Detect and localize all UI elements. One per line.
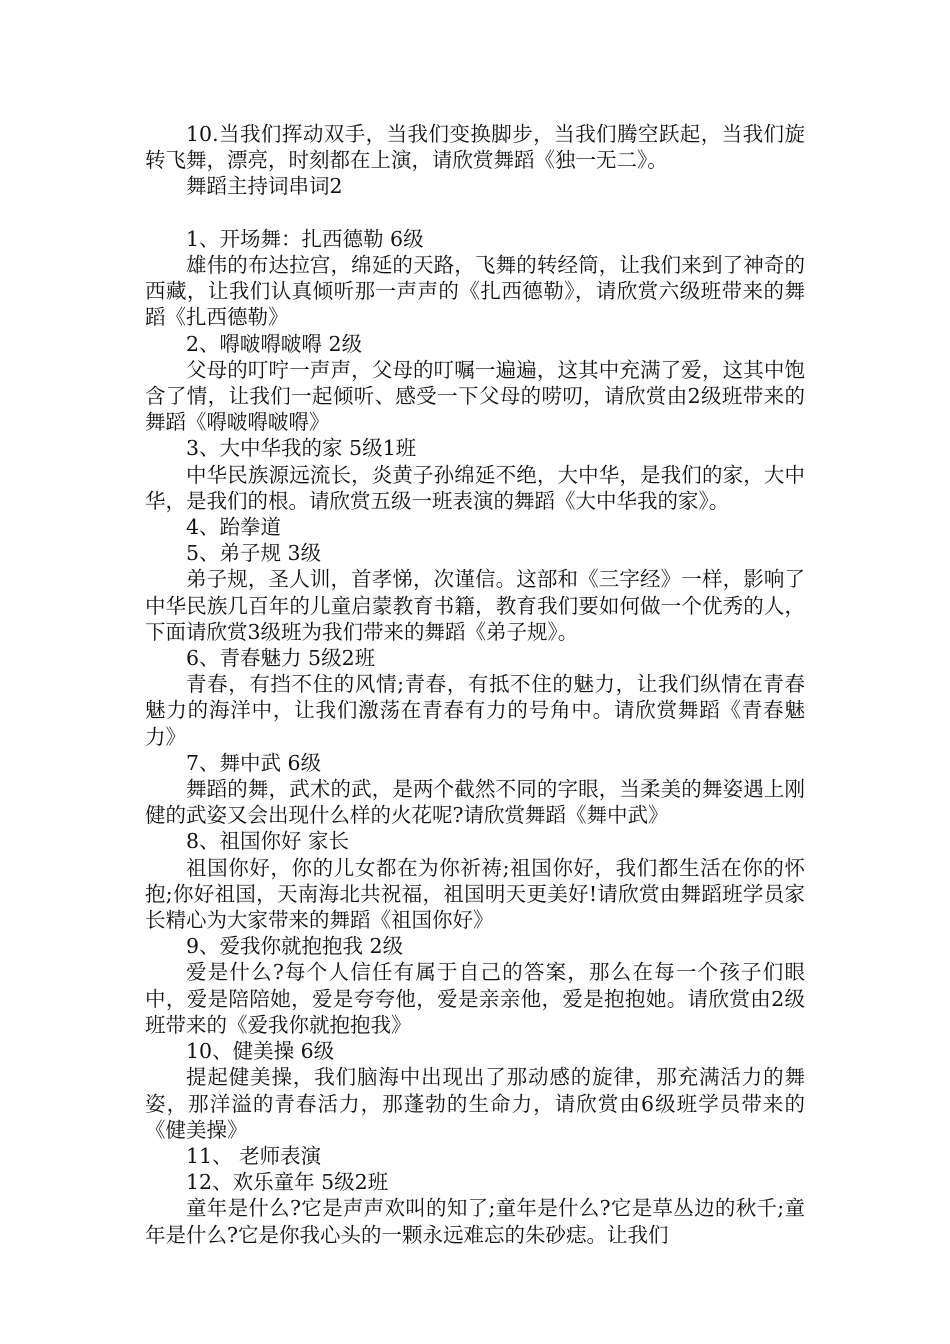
paragraph-intro-10: 10.当我们挥动双手，当我们变换脚步，当我们腾空跃起，当我们旋转飞舞，漂亮，时刻都在上演，请欣赏舞蹈《独一无二》。: [145, 122, 805, 173]
paragraph-item-2: 父母的叮咛一声声，父母的叮嘱一遍遍，这其中充满了爱，这其中饱含了情，让我们一起倾听、感受一下父母的唠叨，请欣赏由2级班带来的舞蹈《嘚啵嘚啵嘚》: [145, 357, 805, 435]
paragraph-item-6: 青春，有挡不住的风情;青春，有抵不住的魅力，让我们纵情在青春魅力的海洋中，让我们激荡在青春有力的号角中。请欣赏舞蹈《青春魅力》: [145, 672, 805, 749]
document-body: [145, 121, 805, 1248]
program-item-4: 4、跆拳道: [186, 515, 282, 540]
program-item-5: 5、弟子规 3级: [186, 541, 322, 566]
program-item-2: 2、嘚啵嘚啵嘚 2级: [186, 331, 363, 356]
paragraph-item-5: 弟子规，圣人训，首孝悌，次谨信。这部和《三字经》一样，影响了中华民族几百年的儿童启蒙教育书籍，教育我们要如何做一个优秀的人，下面请欣赏3级班为我们带来的舞蹈《弟子规》。: [145, 567, 805, 644]
program-item-8: 8、祖国你好 家长: [186, 829, 350, 854]
program-item-12: 12、欢乐童年 5级2班: [186, 1170, 389, 1195]
paragraph-item-8: 祖国你好，你的儿女都在为你祈祷;祖国你好，我们都生活在你的怀抱;你好祖国，天南海北共祝福，祖国明天更美好!请欣赏由舞蹈班学员家长精心为大家带来的舞蹈《祖国你好》: [145, 855, 805, 933]
paragraph-item-12: 童年是什么?它是声声欢叫的知了;童年是什么?它是草丛边的秋千;童年是什么?它是你我心头的一颗永远难忘的朱砂痣。让我们: [145, 1196, 805, 1247]
program-item-10: 10、健美操 6级: [186, 1039, 335, 1064]
program-item-3: 3、大中华我的家 5级1班: [186, 436, 417, 461]
paragraph-item-1: 雄伟的布达拉宫，绵延的天路，飞舞的转经筒，让我们来到了神奇的西藏，让我们认真倾听那一声声的《扎西德勒》，请欣赏六级班带来的舞蹈《扎西德勒》: [145, 253, 805, 330]
program-item-7: 7、舞中武 6级: [186, 750, 322, 775]
blank-line: [145, 200, 805, 226]
paragraph-item-9: 爱是什么?每个人信任有属于自己的答案，那么在每一个孩子们眼中，爱是陪陪她，爱是夸夸他，爱是亲亲他，爱是抱抱她。请欣赏由2级班带来的《爱我你就抱抱我》: [145, 960, 805, 1037]
paragraph-item-7: 舞蹈的舞，武术的武，是两个截然不同的字眼，当柔美的舞姿遇上刚健的武姿又会出现什么样的火花呢?请欣赏舞蹈《舞中武》: [145, 777, 805, 828]
program-item-11: 11、 老师表演: [186, 1143, 322, 1168]
program-item-1: 1、开场舞：扎西德勒 6级: [186, 226, 424, 251]
paragraph-item-10: 提起健美操，我们脑海中出现出了那动感的旋律，那充满活力的舞姿，那洋溢的青春活力，那蓬勃的生命力，请欣赏由6级班学员带来的《健美操》: [145, 1065, 805, 1142]
program-item-9: 9、爱我你就抱抱我 2级: [186, 934, 404, 959]
section-title: 舞蹈主持词串词2: [186, 174, 343, 199]
program-item-6: 6、青春魅力 5级2班: [186, 646, 376, 671]
paragraph-item-3: 中华民族源远流长，炎黄子孙绵延不绝，大中华，是我们的家，大中华，是我们的根。请欣赏五级一班表演的舞蹈《大中华我的家》。: [145, 462, 805, 513]
